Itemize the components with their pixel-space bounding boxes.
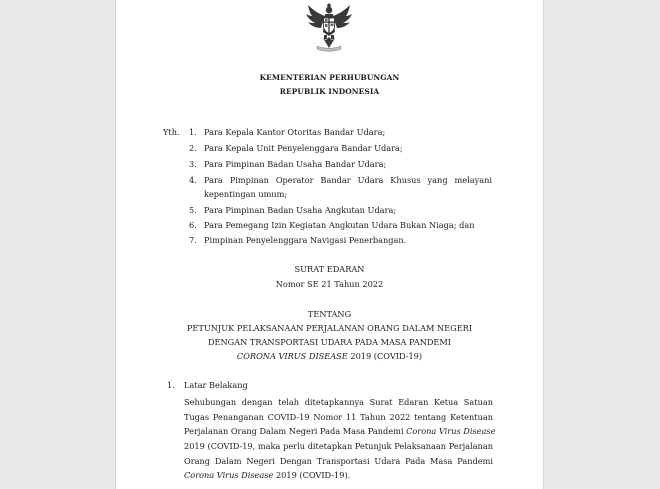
paragraph-line: Orang Dalam Negeri Dengan Transportasi Udara Pada Masa Pandemi: [184, 456, 493, 466]
subject-line-rest: 2019 (COVID-19): [347, 351, 423, 361]
subject-line: DENGAN TRANSPORTASI UDARA PADA MASA PANDEMI: [207, 337, 452, 347]
ministry-name: KEMENTERIAN PERHUBUNGAN: [259, 73, 400, 82]
document-number: Nomor SE 21 Tahun 2022: [275, 279, 384, 289]
italic-term: Corona Virus Disease: [406, 426, 496, 436]
salutation: Yth.: [163, 127, 180, 137]
section-number: 1.: [167, 380, 175, 390]
document-type: SURAT EDARAN: [294, 264, 365, 274]
subject-line: PETUNJUK PELAKSANAAN PERJALANAN ORANG DALAM NEGERI: [186, 323, 473, 333]
country-name: REPUBLIK INDONESIA: [279, 87, 380, 96]
recipient-number: 7.: [189, 235, 197, 245]
subject-line: [116, 351, 543, 361]
paragraph-line: Tugas Penanganan COVID-19 Nomor 11 Tahun 2022 tentang Ketentuan: [184, 412, 493, 422]
recipient-number: 6.: [189, 220, 197, 230]
recipient-text: Para Pimpinan Badan Usaha Angkutan Udara;: [204, 205, 397, 215]
recipient-text-continued: kepentingan umum;: [204, 189, 288, 199]
recipient-text: Para Kepala Kantor Otoritas Bandar Udara;: [204, 127, 386, 137]
paragraph-line: 2019 (COVID-19, maka perlu ditetapkan Petunjuk Pelaksanaan Perjalanan: [184, 441, 493, 451]
recipient-text: Para Pimpinan Operator Bandar Udara Khusus yang melayani: [204, 175, 492, 185]
paragraph-text: Perjalanan Orang Dalam Negeri Pada Masa Pandemi: [184, 426, 407, 436]
recipient-number: 2.: [189, 143, 197, 153]
recipient-text: Pimpinan Penyelenggara Navigasi Penerbangan.: [204, 235, 407, 245]
recipient-number: 1.: [189, 127, 197, 137]
section-title: Latar Belakang: [184, 380, 248, 390]
recipient-text: Para Kepala Unit Penyelenggara Bandar Udara;: [204, 143, 403, 153]
subject-italic-term: CORONA VIRUS DISEASE: [236, 351, 348, 361]
document-page: [115, 0, 544, 489]
recipient-number: 5.: [189, 205, 197, 215]
paragraph-line: [184, 470, 350, 481]
italic-term: Corona Virus Disease: [184, 470, 274, 480]
paragraph-line: [184, 426, 496, 437]
paragraph-text: 2019 (COVID-19).: [273, 470, 351, 480]
recipient-text: Para Pimpinan Badan Usaha Bandar Udara;: [204, 159, 387, 169]
recipient-text: Para Pemegang Izin Kegiatan Angkutan Udara Bukan Niaga; dan: [204, 220, 475, 230]
subject-label: TENTANG: [307, 309, 352, 319]
recipient-number: 3.: [189, 159, 197, 169]
recipient-number: 4.: [189, 175, 197, 185]
garuda-emblem-icon: [303, 2, 355, 54]
paragraph-line: Sehubungan dengan telah ditetapkannya Surat Edaran Ketua Satuan: [184, 397, 493, 407]
